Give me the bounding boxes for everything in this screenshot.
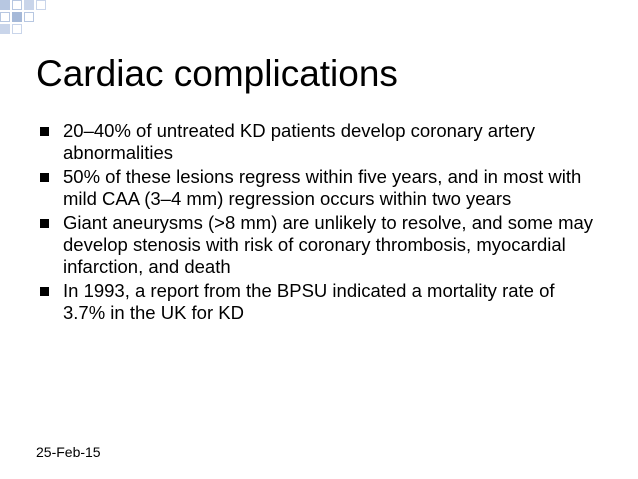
footer-date: 25-Feb-15 — [36, 444, 101, 460]
bullet-list — [36, 120, 596, 326]
bullet-item — [36, 166, 596, 210]
square-bullet-icon — [40, 173, 49, 182]
bullet-text: 20–40% of untreated KD patients develop coronary artery abnormalities — [63, 120, 536, 163]
square-bullet-icon — [40, 219, 49, 228]
bullet-item — [36, 120, 596, 164]
square-bullet-icon — [40, 287, 49, 296]
bullet-item — [36, 212, 596, 278]
corner-squares-icon — [0, 0, 60, 40]
slide-title: Cardiac complications — [36, 53, 398, 94]
bullet-item — [36, 280, 596, 324]
bullet-text: In 1993, a report from the BPSU indicated a mortality rate of 3.7% in the UK for KD — [63, 280, 555, 323]
square-bullet-icon — [40, 127, 49, 136]
bullet-text: 50% of these lesions regress within five years, and in most with mild CAA (3–4 mm) regression occurs within two years — [63, 166, 582, 209]
bullet-text: Giant aneurysms (>8 mm) are unlikely to resolve, and some may develop stenosis with risk of coronary thrombosis, myocardial infarction, and death — [63, 212, 594, 277]
